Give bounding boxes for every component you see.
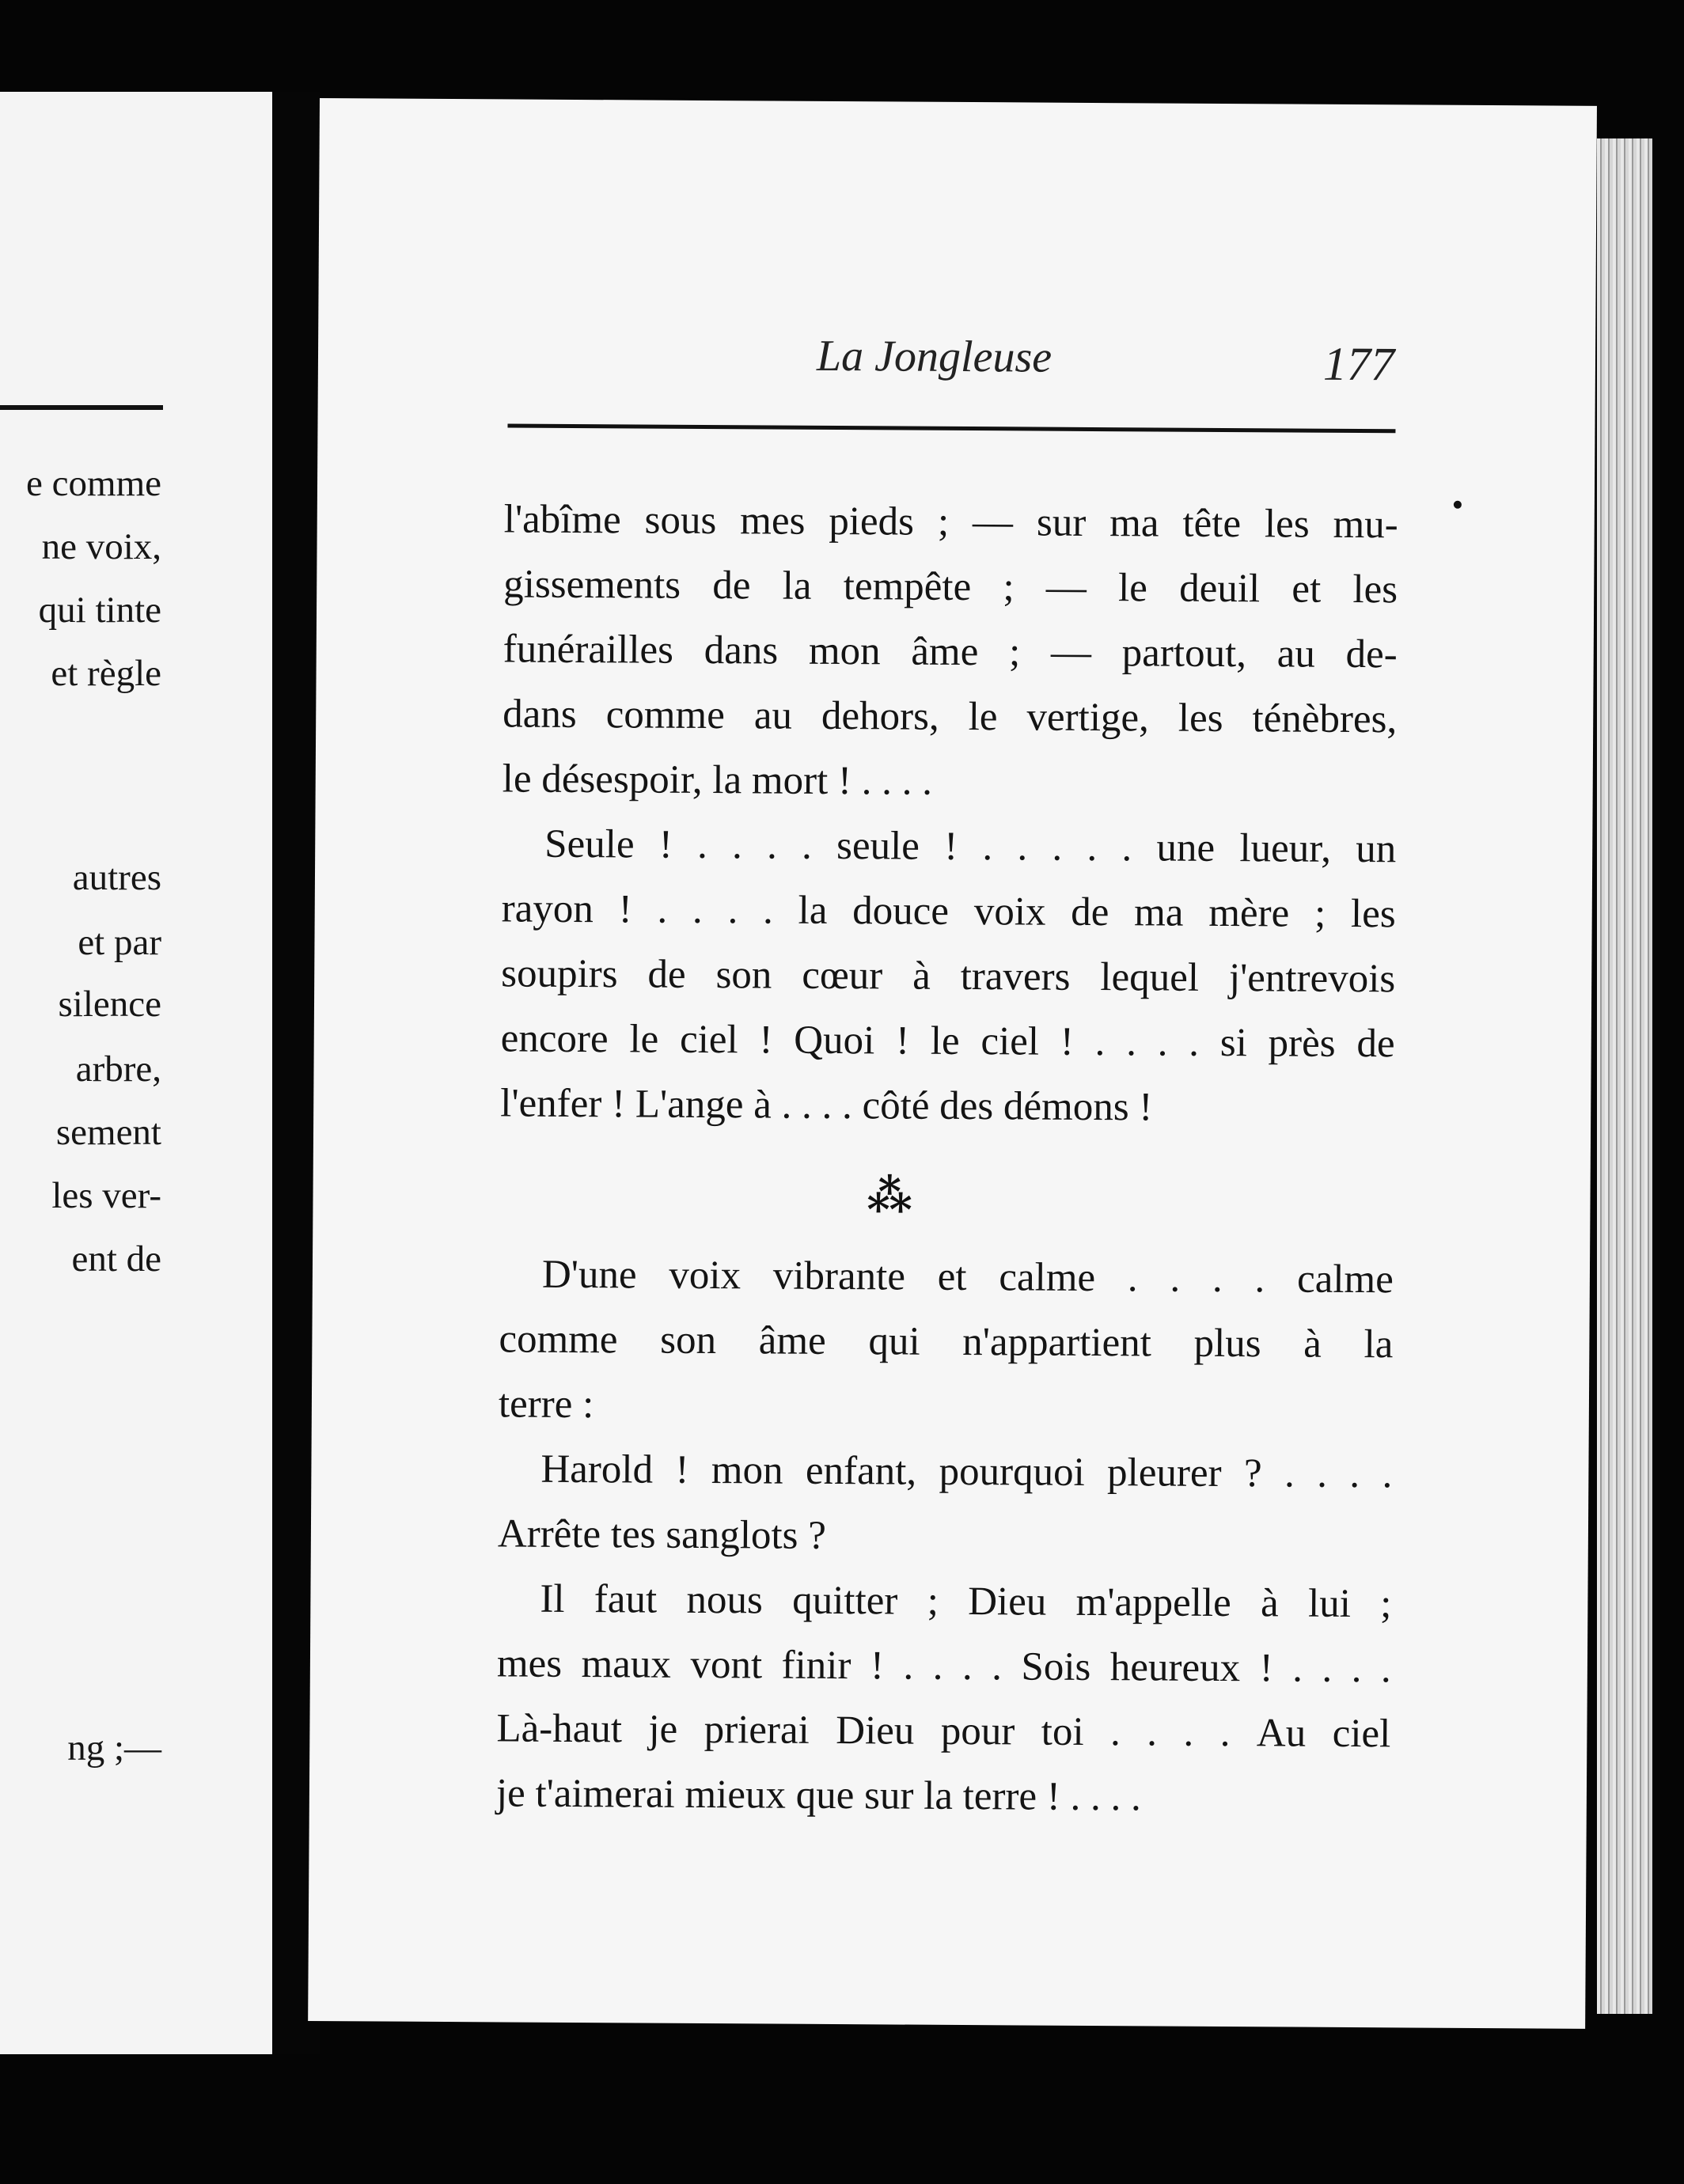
right-page bbox=[308, 98, 1597, 2029]
left-page-line: et par bbox=[78, 922, 161, 963]
text-line: Il faut nous quitter ; Dieu m'appelle à lui ; bbox=[540, 1576, 1392, 1627]
text-line: Arrête tes sanglots ? bbox=[497, 1511, 827, 1558]
left-page-line: silence bbox=[58, 984, 161, 1025]
text-line: l'abîme sous mes pieds ; — sur ma tête les mu- bbox=[503, 497, 1398, 548]
section-asterism: ⁂ bbox=[867, 1172, 915, 1222]
text-line: dans comme au dehors, le vertige, les ténèbres, bbox=[503, 692, 1398, 742]
text-line: encore le ciel ! Quoi ! le ciel ! . . . . si près de bbox=[500, 1016, 1395, 1067]
left-page bbox=[0, 92, 272, 2054]
header-rule bbox=[507, 423, 1395, 433]
left-page-line: ent de bbox=[71, 1238, 161, 1280]
left-page-line: autres bbox=[72, 857, 161, 898]
running-header-title: La Jongleuse bbox=[816, 331, 1052, 382]
text-line: je t'aimerai mieux que sur la terre ! . . . . bbox=[495, 1771, 1142, 1820]
text-line: l'enfer ! L'ange à . . . . côté des démons ! bbox=[500, 1081, 1153, 1130]
left-page-line: arbre, bbox=[75, 1048, 161, 1090]
left-header-rule bbox=[0, 405, 163, 410]
text-line: mes maux vont finir ! . . . . Sois heureux ! . . . . bbox=[496, 1641, 1391, 1692]
text-line: funérailles dans mon âme ; — partout, au de- bbox=[503, 627, 1398, 677]
text-line: le désespoir, la mort ! . . . . bbox=[502, 756, 933, 804]
text-line: terre : bbox=[498, 1382, 594, 1428]
page-edges bbox=[1597, 138, 1652, 2014]
left-page-line: les ver- bbox=[51, 1175, 161, 1216]
text-line: D'une voix vibrante et calme . . . . calme bbox=[541, 1252, 1394, 1302]
left-page-line: e comme bbox=[26, 463, 161, 504]
text-line: Seule ! . . . . seule ! . . . . . une lueur, un bbox=[544, 821, 1397, 872]
text-line: soupirs de son cœur à travers lequel j'entrevois bbox=[501, 951, 1396, 1002]
page-number: 177 bbox=[1322, 337, 1395, 391]
left-page-line: ng ;— bbox=[67, 1727, 161, 1769]
text-line: gissements de la tempête ; — le deuil et les bbox=[503, 562, 1398, 612]
left-page-line: sement bbox=[55, 1112, 161, 1153]
text-line: comme son âme qui n'appartient plus à la bbox=[499, 1317, 1394, 1367]
left-page-line: qui tinte bbox=[38, 590, 161, 631]
left-page-line: et règle bbox=[51, 653, 161, 694]
text-line: Harold ! mon enfant, pourquoi pleurer ? . . . . bbox=[540, 1447, 1393, 1497]
left-page-line: ne voix, bbox=[41, 526, 161, 567]
ink-speck bbox=[1454, 501, 1462, 509]
text-line: Là-haut je prierai Dieu pour toi . . . . Au ciel bbox=[496, 1706, 1391, 1757]
text-line: rayon ! . . . . la douce voix de ma mère ; les bbox=[501, 886, 1396, 937]
